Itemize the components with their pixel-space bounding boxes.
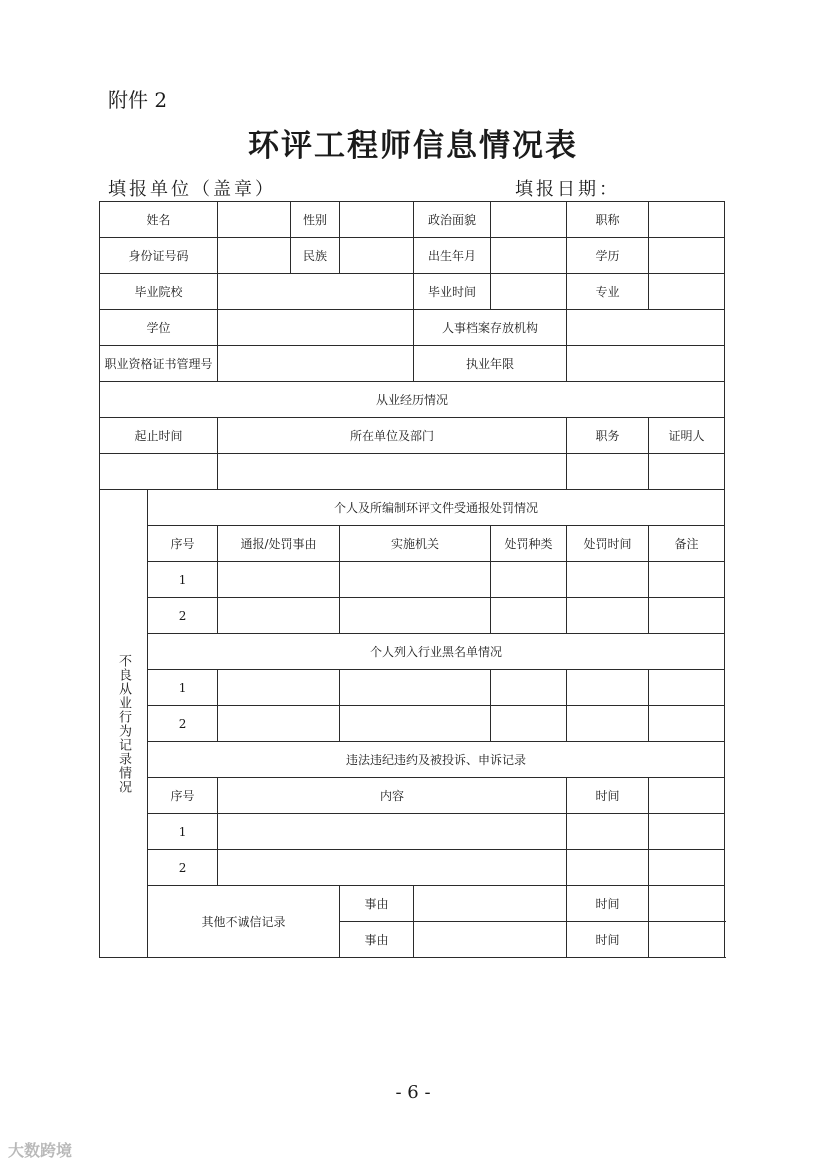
label-grad-time: 毕业时间 [414,274,491,310]
field-blacklist-c[interactable] [491,706,567,742]
field-political[interactable] [491,202,567,238]
label-time: 时间 [567,886,649,922]
violation-heading: 违法违纪违约及被投诉、申诉记录 [148,742,725,778]
field-degree[interactable] [218,310,414,346]
label-archive: 人事档案存放机构 [414,310,567,346]
field-blacklist-b[interactable] [340,706,491,742]
field-remarks[interactable] [649,598,725,634]
field-witness[interactable] [649,454,725,490]
attachment-label: 附件 2 [108,88,168,112]
row-blacklist-2 [100,706,725,742]
row-number: 1 [148,670,218,706]
col-position: 职务 [567,418,649,454]
col-no: 序号 [148,526,218,562]
row-degree [100,310,725,346]
field-id-number[interactable] [218,238,291,274]
field-blacklist-b[interactable] [340,670,491,706]
row-school [100,274,725,310]
field-birth[interactable] [491,238,567,274]
col-witness: 证明人 [649,418,725,454]
label-years: 执业年限 [414,346,567,382]
field-grad-time[interactable] [491,274,567,310]
label-gender: 性别 [291,202,340,238]
reporting-date-label: 填报日期： [515,179,620,200]
field-blacklist-e[interactable] [649,706,725,742]
field-ethnicity[interactable] [340,238,414,274]
row-number: 2 [148,850,218,886]
page-number: - 6 - [395,1082,431,1103]
field-penalty-type[interactable] [491,598,567,634]
field-penalty-type[interactable] [491,562,567,598]
watermark-logo: 大数跨境 [8,1141,73,1160]
col-content: 内容 [218,778,567,814]
label-school: 毕业院校 [100,274,218,310]
blacklist-heading: 个人列入行业黑名单情况 [148,634,725,670]
row-experience-entry [100,454,725,490]
label-time: 时间 [567,922,649,958]
label-education: 学历 [567,238,649,274]
label-reason: 事由 [340,922,414,958]
label-name: 姓名 [100,202,218,238]
reporting-unit-label: 填报单位（盖章） [108,179,276,200]
field-period[interactable] [100,454,218,490]
row-notice-heading [100,490,725,526]
field-title[interactable] [649,202,725,238]
row-number: 2 [148,706,218,742]
field-violation-extra[interactable] [649,850,725,886]
label-birth: 出生年月 [414,238,491,274]
row-experience-heading [100,382,725,418]
row-name [100,202,725,238]
field-penalty-time[interactable] [567,598,649,634]
row-violation-2 [100,850,725,886]
row-notice-2 [100,598,725,634]
col-penalty-type: 处罚种类 [491,526,567,562]
field-notice-reason[interactable] [218,562,340,598]
col-violation-extra [649,778,725,814]
field-violation-extra[interactable] [649,814,725,850]
field-notice-reason[interactable] [218,598,340,634]
row-number: 1 [148,814,218,850]
col-notice-reason: 通报/处罚事由 [218,526,340,562]
field-time[interactable] [649,922,725,958]
row-cert [100,346,725,382]
label-major: 专业 [567,274,649,310]
field-blacklist-d[interactable] [567,706,649,742]
row-notice-1 [100,562,725,598]
form-title: 环评工程师信息情况表 [248,128,578,164]
field-years[interactable] [567,346,725,382]
field-time[interactable] [649,886,725,922]
label-cert-no: 职业资格证书管理号 [100,346,218,382]
field-unit-dept[interactable] [218,454,567,490]
row-violation-cols [100,778,725,814]
info-form-table [99,201,725,958]
field-school[interactable] [218,274,414,310]
field-blacklist-e[interactable] [649,670,725,706]
field-content[interactable] [218,814,567,850]
field-penalty-time[interactable] [567,562,649,598]
field-remarks[interactable] [649,562,725,598]
experience-heading: 从业经历情况 [100,382,725,418]
row-violation-heading [100,742,725,778]
field-name[interactable] [218,202,291,238]
row-id [100,238,725,274]
row-notice-cols [100,526,725,562]
row-blacklist-heading [100,634,725,670]
col-remarks: 备注 [649,526,725,562]
field-blacklist-a[interactable] [218,706,340,742]
label-title: 职称 [567,202,649,238]
row-other-1 [100,886,725,922]
col-authority: 实施机关 [340,526,491,562]
row-number: 2 [148,598,218,634]
bad-record-side-label: 不良从业行为记录情况 [100,490,148,958]
col-unit-dept: 所在单位及部门 [218,418,567,454]
field-reason[interactable] [414,886,567,922]
field-major[interactable] [649,274,725,310]
field-content[interactable] [218,850,567,886]
field-time[interactable] [567,850,649,886]
field-authority[interactable] [340,562,491,598]
other-record-label: 其他不诚信记录 [148,886,340,958]
field-blacklist-a[interactable] [218,670,340,706]
field-gender[interactable] [340,202,414,238]
field-cert-no[interactable] [218,346,414,382]
field-time[interactable] [567,814,649,850]
row-number: 1 [148,562,218,598]
col-time: 时间 [567,778,649,814]
field-position[interactable] [567,454,649,490]
field-blacklist-d[interactable] [567,670,649,706]
label-ethnicity: 民族 [291,238,340,274]
col-no: 序号 [148,778,218,814]
row-experience-cols [100,418,725,454]
col-penalty-time: 处罚时间 [567,526,649,562]
field-education[interactable] [649,238,725,274]
field-blacklist-c[interactable] [491,670,567,706]
field-archive[interactable] [567,310,725,346]
row-violation-1 [100,814,725,850]
col-period: 起止时间 [100,418,218,454]
field-authority[interactable] [340,598,491,634]
label-degree: 学位 [100,310,218,346]
notice-heading: 个人及所编制环评文件受通报处罚情况 [148,490,725,526]
label-reason: 事由 [340,886,414,922]
row-blacklist-1 [100,670,725,706]
label-id-number: 身份证号码 [100,238,218,274]
field-reason[interactable] [414,922,567,958]
label-political: 政治面貌 [414,202,491,238]
